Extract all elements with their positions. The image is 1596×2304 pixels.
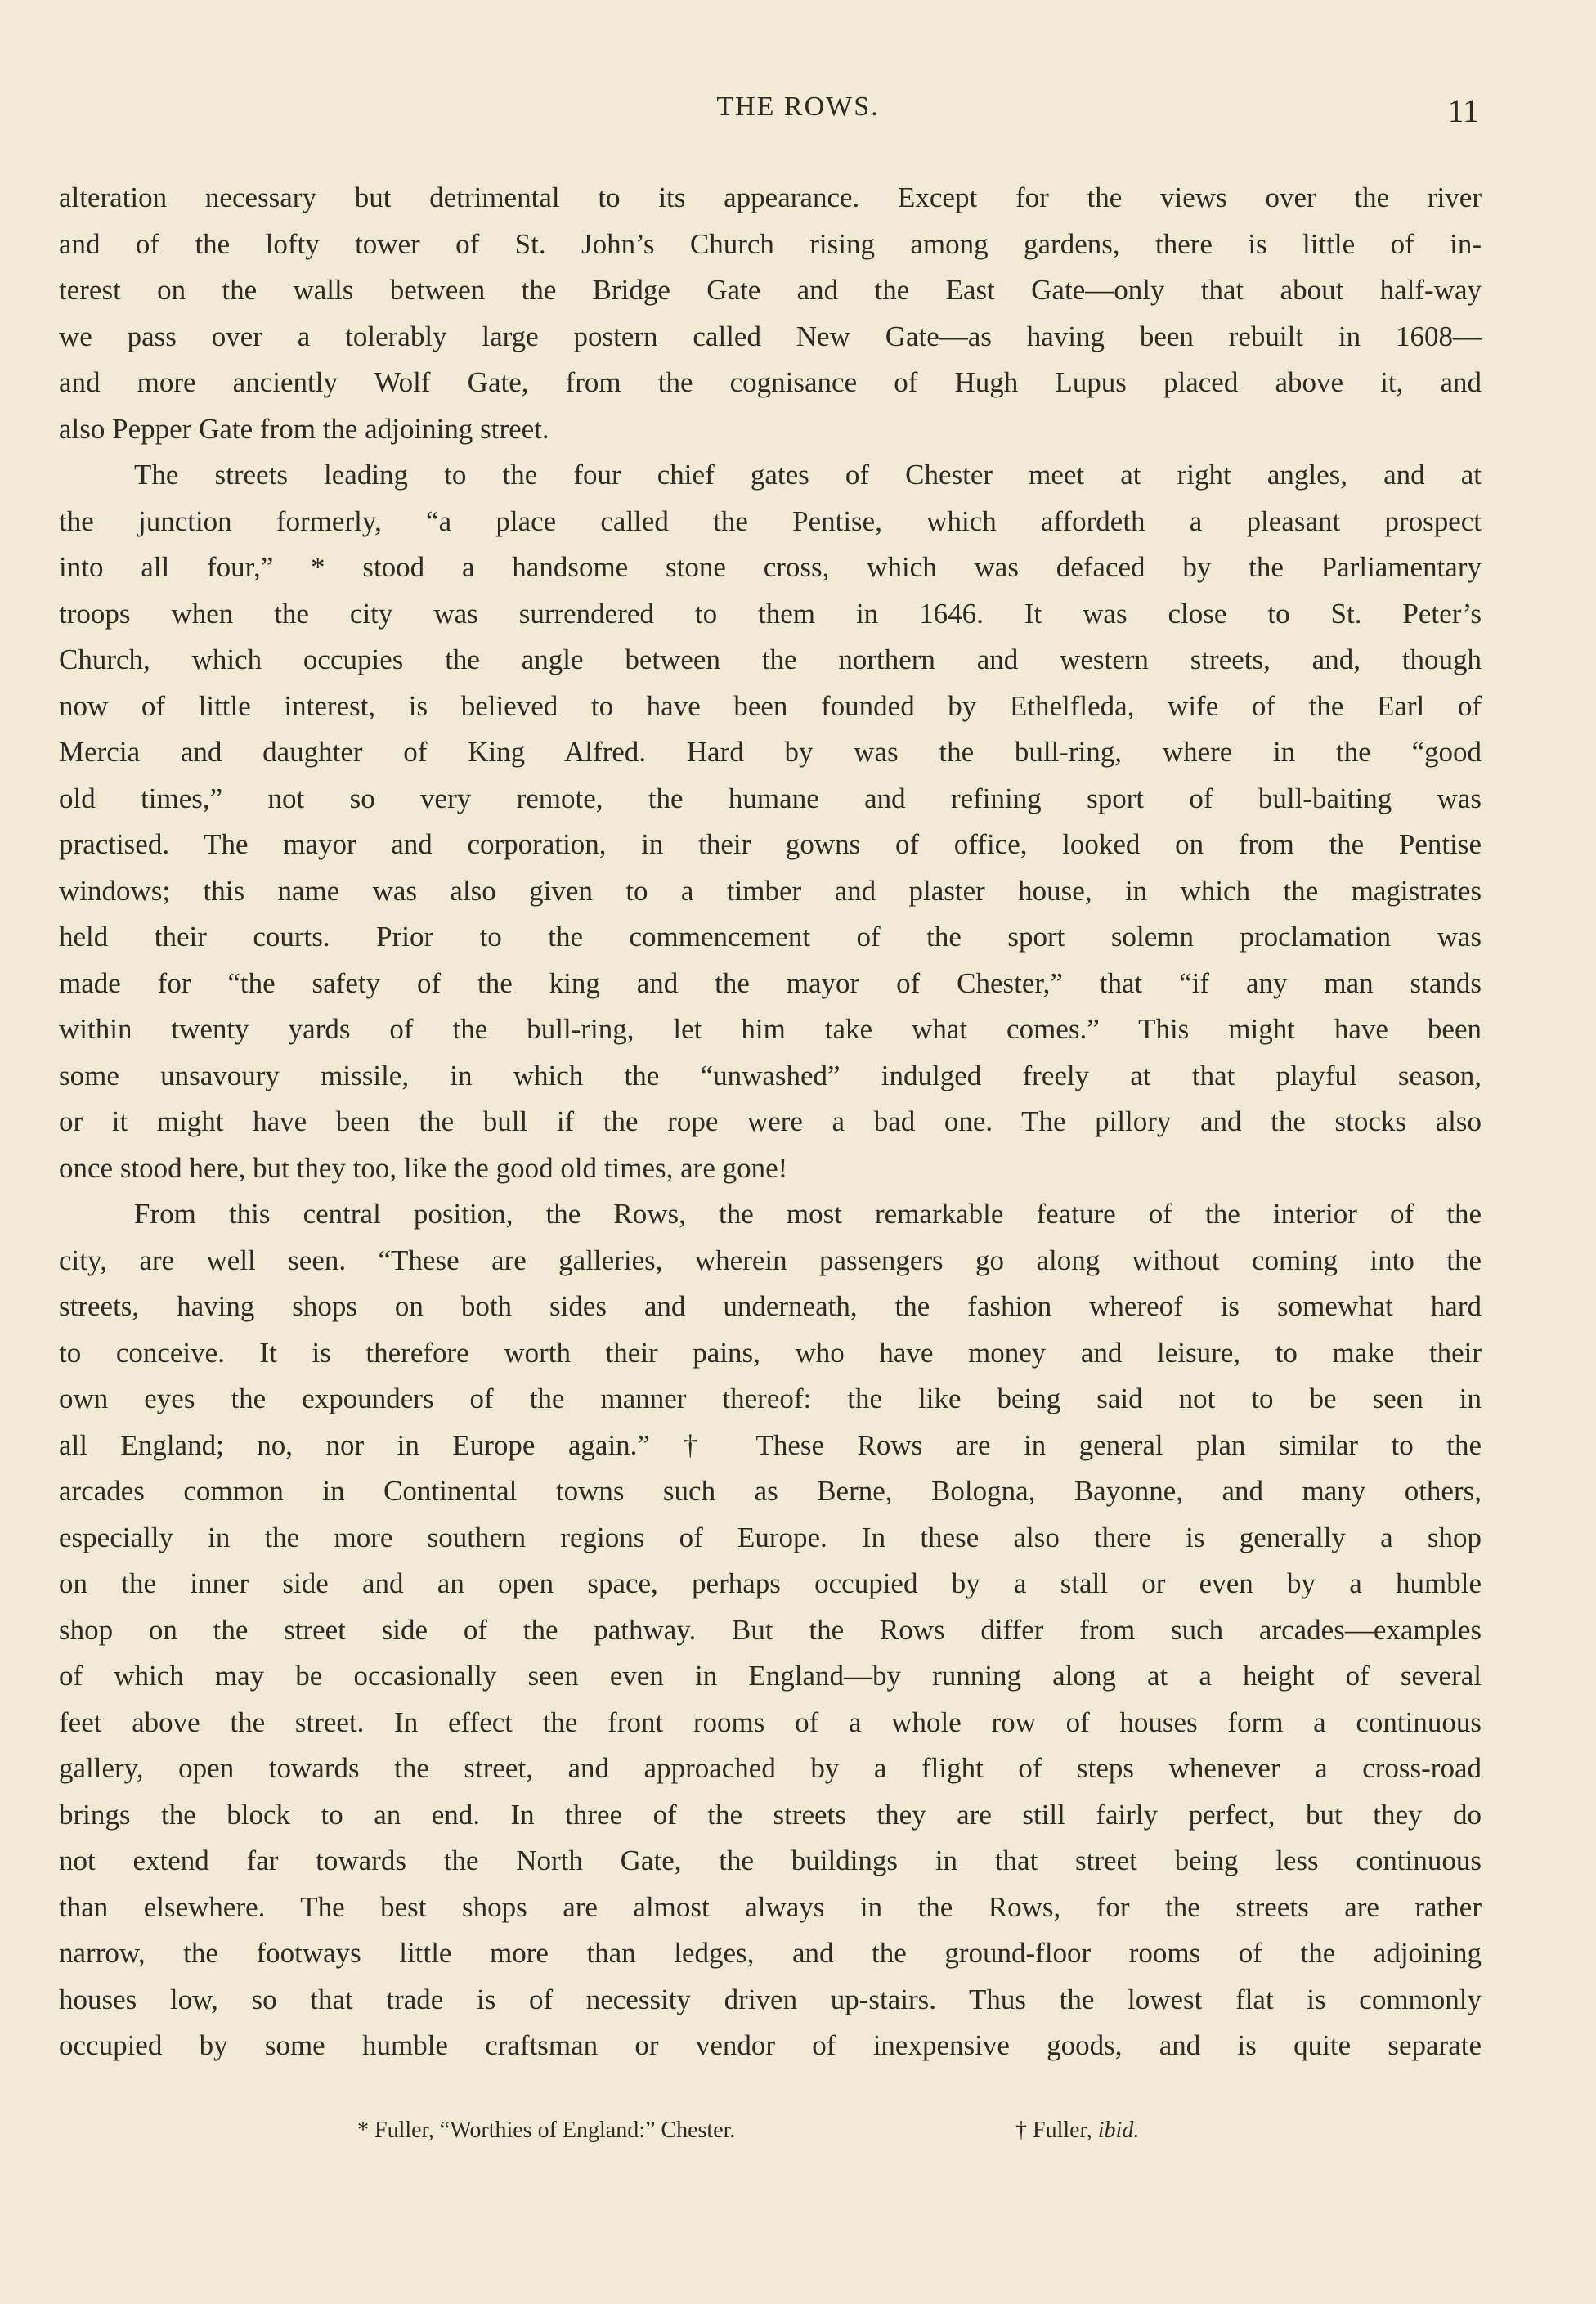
- paragraph-start-line: The streets leading to the four chief gates of Chester meet at right angles, and at: [134, 459, 1482, 491]
- text-line: windows; this name was also given to a timber and plaster house, in which the magistrates: [59, 874, 1482, 907]
- text-line: not extend far towards the North Gate, the buildings in that street being less continuous: [59, 1845, 1482, 1876]
- text-line: of which may be occasionally seen even in England—by running along at a height of several: [59, 1660, 1482, 1692]
- footnote-1: * Fuller, “Worthies of England:” Chester.: [357, 2118, 736, 2143]
- paragraph-start-line: From this central position, the Rows, the most remarkable feature of the interior of the: [134, 1198, 1482, 1230]
- text-line: old times,” not so very remote, the humane and refining sport of bull-baiting was: [59, 782, 1482, 814]
- body-text: [59, 175, 1482, 2069]
- footnotes: [0, 2118, 1596, 2155]
- text-line: city, are well seen. “These are galleries, wherein passengers go along without coming into the: [59, 1244, 1482, 1276]
- text-line: than elsewhere. The best shops are almost always in the Rows, for the streets are rather: [59, 1890, 1482, 1923]
- text-line: we pass over a tolerably large postern called New Gate—as having been rebuilt in 1608—: [59, 320, 1482, 352]
- text-line: shop on the street side of the pathway. But the Rows differ from such arcades—examples: [59, 1613, 1482, 1646]
- text-line: feet above the street. In effect the front rooms of a whole row of houses form a continuous: [59, 1706, 1482, 1738]
- text-line: and of the lofty tower of St. John’s Church rising among gardens, there is little of in-: [59, 227, 1482, 260]
- text-line: within twenty yards of the bull-ring, let him take what comes.” This might have been: [59, 1013, 1482, 1045]
- text-line: terest on the walls between the Bridge Gate and the East Gate—only that about half-way: [59, 274, 1482, 306]
- text-line: practised. The mayor and corporation, in their gowns of office, looked on from the Pentise: [59, 828, 1482, 860]
- text-line: especially in the more southern regions of Europe. In these also there is generally a shop: [59, 1521, 1482, 1553]
- text-line: to conceive. It is therefore worth their pains, who have money and leisure, to make their: [59, 1336, 1482, 1369]
- text-line: now of little interest, is believed to have been founded by Ethelfleda, wife of the Earl of: [59, 689, 1482, 722]
- text-line: into all four,” * stood a handsome stone cross, which was defaced by the Parliamentary: [59, 551, 1482, 583]
- text-line: alteration necessary but detrimental to its appearance. Except for the views over the river: [59, 182, 1482, 213]
- footnote-2-text: † Fuller,: [1015, 2118, 1092, 2143]
- text-line: troops when the city was surrendered to them in 1646. It was close to St. Peter’s: [59, 597, 1482, 630]
- text-line: Mercia and daughter of King Alfred. Hard by was the bull-ring, where in the “good: [59, 736, 1482, 768]
- text-line: held their courts. Prior to the commencement of the sport solemn proclamation was: [59, 921, 1482, 953]
- text-line: some unsavoury missile, in which the “unwashed” indulged freely at that playful season,: [59, 1059, 1482, 1091]
- text-line: streets, having shops on both sides and underneath, the fashion whereof is somewhat hard: [59, 1290, 1482, 1322]
- footnote-2: [1015, 2118, 1139, 2144]
- text-line: the junction formerly, “a place called the Pentise, which affordeth a pleasant prospect: [59, 504, 1482, 537]
- running-head: [0, 92, 1596, 132]
- page-number: 11: [1447, 92, 1479, 129]
- text-line: all England; no, nor in Europe again.” † These Rows are in general plan similar to the: [59, 1428, 1482, 1461]
- text-line: Church, which occupies the angle between the northern and western streets, and, though: [59, 643, 1482, 675]
- text-line: own eyes the expounders of the manner thereof: the like being said not to be seen in: [59, 1383, 1482, 1414]
- text-line: also Pepper Gate from the adjoining street.: [59, 412, 549, 445]
- text-line: narrow, the footways little more than ledges, and the ground-floor rooms of the adjoining: [59, 1937, 1482, 1969]
- text-line: arcades common in Continental towns such as Berne, Bologna, Bayonne, and many others,: [59, 1475, 1482, 1507]
- running-title: THE ROWS.: [716, 92, 880, 122]
- text-line: and more anciently Wolf Gate, from the cognisance of Hugh Lupus placed above it, and: [59, 366, 1482, 398]
- text-line: occupied by some humble craftsman or vendor of inexpensive goods, and is quite separate: [59, 2029, 1482, 2061]
- text-line: on the inner side and an open space, perhaps occupied by a stall or even by a humble: [59, 1567, 1482, 1599]
- footnote-2-ibid: ibid.: [1097, 2118, 1140, 2143]
- text-line: made for “the safety of the king and the mayor of Chester,” that “if any man stands: [59, 966, 1482, 999]
- text-line: gallery, open towards the street, and approached by a flight of steps whenever a cross-road: [59, 1752, 1482, 1784]
- text-line: once stood here, but they too, like the good old times, are gone!: [59, 1151, 788, 1184]
- text-line: houses low, so that trade is of necessity driven up-stairs. Thus the lowest flat is commonly: [59, 1983, 1482, 2015]
- text-line: or it might have been the bull if the rope were a bad one. The pillory and the stocks also: [59, 1105, 1482, 1137]
- text-line: brings the block to an end. In three of the streets they are still fairly perfect, but they do: [59, 1798, 1482, 1831]
